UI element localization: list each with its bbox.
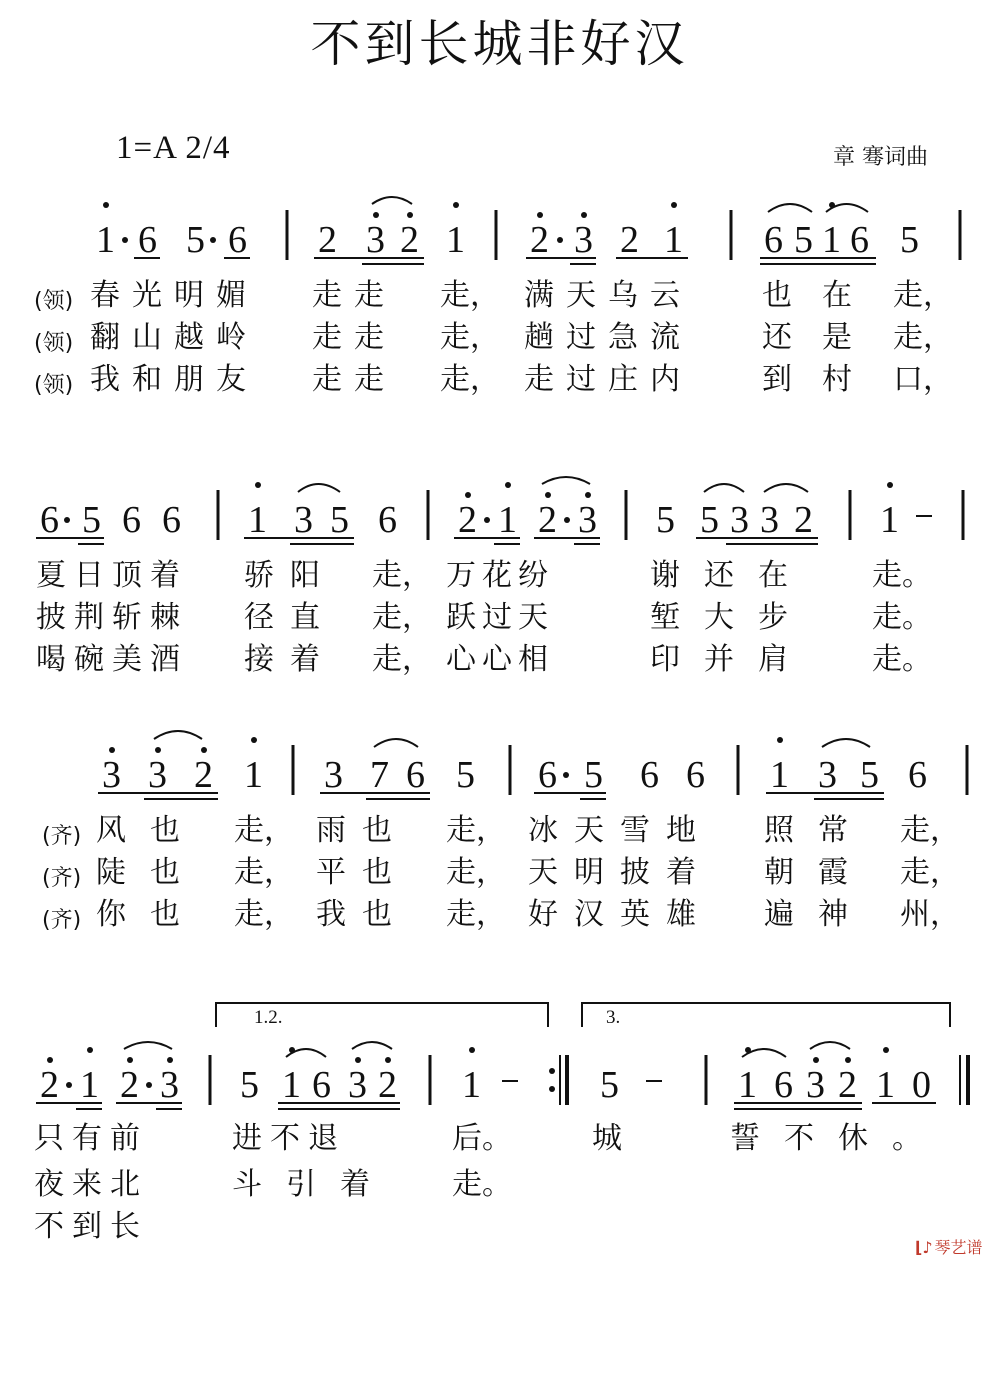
svg-text:1: 1: [282, 1064, 301, 1106]
svg-text:1: 1: [462, 1064, 481, 1106]
svg-text:2: 2: [530, 219, 549, 261]
volta-1-label: 1.2.: [254, 1007, 283, 1028]
svg-text:1: 1: [770, 754, 789, 796]
svg-text:2: 2: [458, 499, 477, 541]
svg-text:2: 2: [194, 754, 213, 796]
lyrics-verse-3: (领) 我和朋友 走走 走， 走过庄内 到村 口，: [34, 362, 953, 398]
lyrics-verse-3: 喝碗美酒 接着 走， 心心相 印并肩 走。: [36, 642, 932, 677]
svg-text:6: 6: [908, 754, 927, 796]
svg-text:6: 6: [312, 1064, 331, 1106]
svg-text:3: 3: [730, 499, 749, 541]
svg-text:5: 5: [794, 219, 813, 261]
svg-text:1: 1: [876, 1064, 895, 1106]
svg-text:5: 5: [656, 499, 675, 541]
svg-text:6: 6: [774, 1064, 793, 1106]
lyrics-verse-2: 披荆斩棘 径直 走， 跃过天 堑大步 走。: [36, 600, 932, 635]
svg-text:3: 3: [148, 754, 167, 796]
svg-text:6: 6: [764, 219, 783, 261]
notation-row-2: [0, 470, 999, 560]
svg-text:5: 5: [456, 754, 475, 796]
svg-text:5: 5: [186, 219, 205, 261]
notation-row-4: [0, 1035, 999, 1125]
svg-text:3: 3: [574, 219, 593, 261]
svg-text:2: 2: [120, 1064, 139, 1106]
svg-text:1: 1: [244, 754, 263, 796]
svg-text:3: 3: [102, 754, 121, 796]
svg-text:2: 2: [40, 1064, 59, 1106]
svg-text:5: 5: [330, 499, 349, 541]
lyrics-verse-2: 夜来北 斗引着 走。: [34, 1167, 512, 1202]
lyrics-verse-1: (齐) 风也 走， 雨也 走， 冰天雪地 照常 走，: [42, 813, 960, 849]
lyrics-verse-2: (齐) 陡也 走， 平也 走， 天明披着 朝霞 走，: [42, 855, 960, 891]
svg-text:1: 1: [96, 219, 115, 261]
svg-text:5: 5: [82, 499, 101, 541]
svg-text:3: 3: [294, 499, 313, 541]
svg-text:1: 1: [822, 219, 841, 261]
svg-text:5: 5: [860, 754, 879, 796]
svg-text:6: 6: [378, 499, 397, 541]
svg-text:6: 6: [686, 754, 705, 796]
svg-text:3: 3: [578, 499, 597, 541]
svg-text:6: 6: [640, 754, 659, 796]
svg-text:2: 2: [838, 1064, 857, 1106]
svg-text:5: 5: [900, 219, 919, 261]
lyrics-verse-1: 只有前 进不退 后。 城 誓不休。: [34, 1121, 946, 1156]
notation-row-1: [0, 190, 999, 280]
svg-text:6: 6: [122, 499, 141, 541]
lyrics-verse-3: (齐) 你也 走， 我也 走， 好汉英雄 遍神 州，: [42, 897, 960, 933]
svg-text:2: 2: [794, 499, 813, 541]
svg-text:1: 1: [880, 499, 899, 541]
svg-text:0: 0: [912, 1064, 931, 1106]
measure-1-1: [96, 202, 247, 261]
svg-text:2: 2: [620, 219, 639, 261]
svg-text:3: 3: [818, 754, 837, 796]
svg-text:3: 3: [366, 219, 385, 261]
svg-text:5: 5: [240, 1064, 259, 1106]
lyrics-verse-3: 不到长: [34, 1209, 148, 1244]
svg-text:6: 6: [228, 219, 247, 261]
svg-text:5: 5: [600, 1064, 619, 1106]
svg-text:3: 3: [348, 1064, 367, 1106]
svg-text:1: 1: [80, 1064, 99, 1106]
volta-2-label: 3.: [606, 1007, 621, 1028]
key-signature: 1=A 2/4: [116, 130, 231, 166]
svg-text:3: 3: [806, 1064, 825, 1106]
svg-text:6: 6: [538, 754, 557, 796]
svg-text:2: 2: [318, 219, 337, 261]
svg-text:7: 7: [370, 754, 389, 796]
svg-text:3: 3: [160, 1064, 179, 1106]
svg-text:6: 6: [406, 754, 425, 796]
svg-text:1: 1: [498, 499, 517, 541]
lyrics-verse-1: 夏日顶着 骄阳 走， 万花纷 谢还在 走。: [36, 558, 932, 593]
svg-text:1: 1: [738, 1064, 757, 1106]
svg-text:3: 3: [760, 499, 779, 541]
svg-text:6: 6: [138, 219, 157, 261]
lyrics-verse-1: (领) 春光明媚 走走 走， 满天乌云 也在 走，: [34, 278, 953, 314]
svg-text:6: 6: [162, 499, 181, 541]
watermark-logo: ⌊♪ 琴艺谱: [915, 1238, 983, 1257]
lyrics-verse-2: (领) 翻山越岭 走走 走， 趟过急流 还是 走，: [34, 320, 953, 356]
song-title: 不到长城非好汉: [310, 15, 689, 73]
svg-text:1: 1: [248, 499, 267, 541]
svg-text:5: 5: [584, 754, 603, 796]
svg-text:1: 1: [664, 219, 683, 261]
svg-text:1: 1: [446, 219, 465, 261]
svg-text:5: 5: [700, 499, 719, 541]
composer-credit: 章 骞词曲: [833, 145, 928, 170]
svg-text:6: 6: [40, 499, 59, 541]
svg-text:2: 2: [378, 1064, 397, 1106]
svg-text:3: 3: [324, 754, 343, 796]
svg-text:2: 2: [538, 499, 557, 541]
svg-text:2: 2: [400, 219, 419, 261]
notation-row-3: [0, 725, 999, 815]
svg-text:6: 6: [850, 219, 869, 261]
